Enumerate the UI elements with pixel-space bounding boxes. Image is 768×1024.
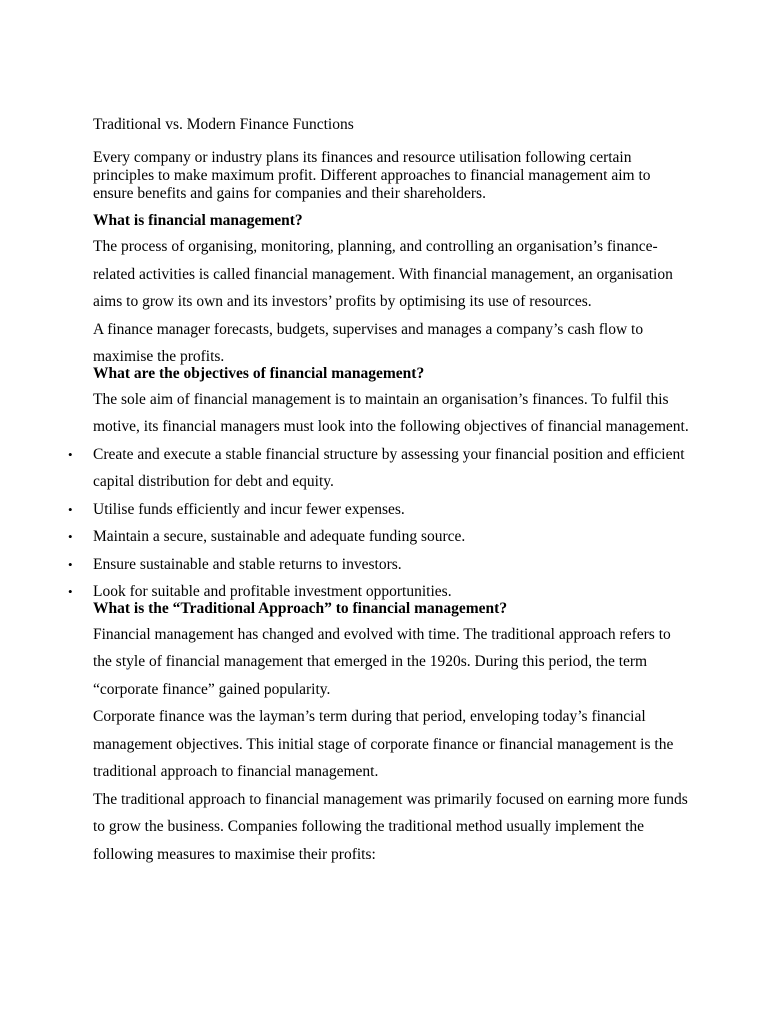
paragraph: The sole aim of financial management is to maintain an organisation’s finances. To fulfil this motive, its financial managers must look into the following objectives of financial management. (93, 390, 689, 435)
intro-paragraph: Every company or industry plans its finances and resource utilisation following certain principles to make maximum profit. Different approaches to financial management aim to ensure benefits and gains for companies and their shareholders. (93, 149, 651, 202)
bullet-icon: • (68, 501, 73, 517)
bullet-icon: • (68, 446, 73, 462)
list-item: • Ensure sustainable and stable returns to investors. (93, 551, 693, 579)
document-page (68, 113, 693, 868)
list-item: • Create and execute a stable financial structure by assessing your financial position and efficient capital distribution for debt and equity. (93, 441, 693, 496)
paragraph: The process of organising, monitoring, planning, and controlling an organisation’s finance-related activities is called financial management. With financial management, an organisation aims to grow its own and its investors’ profits by optimising its use of resources. (93, 238, 673, 310)
paragraph: The traditional approach to financial management was primarily focused on earning more funds to grow the business. Companies following the traditional method usually implement the following measures to maximise their profits: (93, 790, 688, 863)
objectives-list (68, 441, 693, 606)
list-item: • Maintain a secure, sustainable and adequate funding source. (93, 523, 693, 551)
bullet-icon: • (68, 584, 73, 599)
document-title: Traditional vs. Modern Finance Functions (93, 116, 354, 133)
list-item: • Look for suitable and profitable investment opportunities. (93, 578, 693, 606)
section-heading-traditional-approach: What is the “Traditional Approach” to financial management? (93, 599, 508, 617)
section-heading-objectives: What are the objectives of financial management? (93, 364, 425, 382)
bullet-icon: • (68, 529, 73, 544)
paragraph: Financial management has changed and evolved with time. The traditional approach refers to the style of financial management that emerged in the 1920s. During this period, the term “corporate finance” gained popularity. (93, 625, 671, 698)
paragraph: A finance manager forecasts, budgets, supervises and manages a company’s cash flow to maximise the profits. (93, 320, 644, 365)
section-heading-financial-management: What is financial management? (93, 212, 303, 229)
bullet-icon: • (68, 556, 73, 572)
paragraph: Corporate finance was the layman’s term during that period, enveloping today’s financial management objectives. This initial stage of corporate finance or financial management is the traditional approach to financial management. (93, 708, 674, 780)
list-item: • Utilise funds efficiently and incur fewer expenses. (93, 496, 693, 524)
